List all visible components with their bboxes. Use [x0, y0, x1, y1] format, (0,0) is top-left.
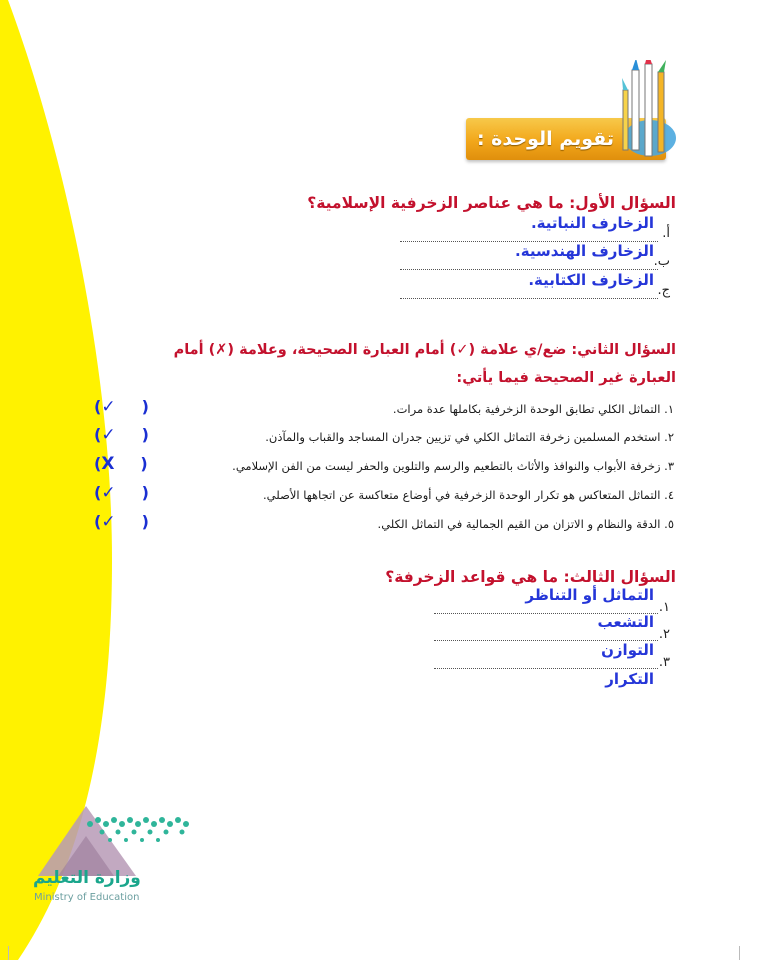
true-false-item	[94, 426, 674, 452]
open-paren: (	[94, 512, 102, 531]
cross-mark-icon: X	[101, 454, 115, 474]
open-paren: (	[94, 454, 102, 473]
answer-label: ١.	[658, 600, 670, 615]
answer-row	[400, 242, 670, 272]
check-mark-icon: ✓	[101, 425, 116, 445]
true-false-item	[94, 455, 674, 481]
crop-mark	[8, 946, 9, 960]
close-paren: )	[141, 425, 149, 444]
answer-mark	[94, 483, 149, 503]
answer-row	[434, 613, 670, 643]
close-paren: )	[141, 512, 149, 531]
answer-row	[470, 670, 670, 700]
check-mark-icon: ✓	[101, 512, 116, 532]
answer-row	[400, 214, 670, 244]
crop-mark	[739, 946, 740, 960]
question-2-title-line2: العبارة غير الصحيحة فيما يأتي:	[456, 370, 676, 386]
statement-text: ١. التماثل الكلي تطابق الوحدة الزخرفية بكاملها عدة مرات.	[392, 402, 674, 416]
dotted-line	[434, 668, 658, 669]
question-1-title: السؤال الأول: ما هي عناصر الزخرفية الإسلامية؟	[307, 194, 676, 212]
open-paren: (	[94, 483, 102, 502]
answer-label: أ.	[662, 226, 670, 241]
answer-mark	[94, 454, 148, 474]
logo-arabic-text: وزارة التعليم	[33, 868, 141, 888]
answer-mark	[94, 425, 149, 445]
check-mark-icon: ✓	[101, 483, 116, 503]
check-mark-icon: ✓	[101, 397, 116, 417]
answer-text: التوازن	[601, 641, 654, 659]
ministry-logo	[28, 806, 208, 916]
true-false-item	[94, 513, 674, 539]
dotted-line	[400, 269, 658, 270]
answer-text: الزخارف الهندسية.	[515, 242, 654, 260]
answer-text: التشعب	[597, 613, 654, 631]
close-paren: )	[141, 483, 149, 502]
answer-row	[434, 641, 670, 671]
true-false-item	[94, 398, 674, 424]
close-paren: )	[140, 454, 148, 473]
open-paren: (	[94, 425, 102, 444]
answer-label: ب.	[653, 254, 670, 269]
question-2-title-line1: السؤال الثاني: ضع/ي علامة (✓) أمام العبارة الصحيحة، وعلامة (✗) أمام	[173, 342, 676, 358]
unit-evaluation-banner	[466, 112, 680, 164]
open-paren: (	[94, 397, 102, 416]
banner-title: تقويم الوحدة :	[476, 128, 614, 150]
true-false-item	[94, 484, 674, 510]
close-paren: )	[141, 397, 149, 416]
answer-label: ج.	[657, 283, 670, 298]
answer-text: التكرار	[605, 670, 654, 688]
dotted-line	[400, 298, 658, 299]
logo-english-text: Ministry of Education	[34, 892, 140, 903]
answer-text: التماثل أو التناظر	[525, 586, 654, 604]
answer-mark	[94, 512, 149, 532]
statement-text: ٢. استخدم المسلمين زخرفة التماثل الكلي في تزيين جدران المساجد والقباب والمآذن.	[265, 430, 674, 444]
statement-text: ٤. التماثل المتعاكس هو تكرار الوحدة الزخرفية في أوضاع متعاكسة عن اتجاهها الأصلي.	[263, 488, 674, 502]
answer-text: الزخارف الكتابية.	[528, 271, 654, 289]
answer-text: الزخارف النباتية.	[530, 214, 654, 232]
answer-row	[400, 271, 670, 301]
paintbrush-icon	[612, 60, 682, 170]
statement-text: ٥. الدقة والنظام و الاتزان من القيم الجمالية في التماثل الكلي.	[377, 517, 674, 531]
question-3-title: السؤال الثالث: ما هي قواعد الزخرفة؟	[385, 568, 676, 586]
statement-text: ٣. زخرفة الأبواب والنوافذ والأثاث بالتطعيم والرسم والتلوين والحفر ليست من الفن الإسلامي.	[232, 459, 674, 473]
answer-label: ٢.	[658, 627, 670, 642]
answer-mark	[94, 397, 149, 417]
answer-label: ٣.	[658, 655, 670, 670]
